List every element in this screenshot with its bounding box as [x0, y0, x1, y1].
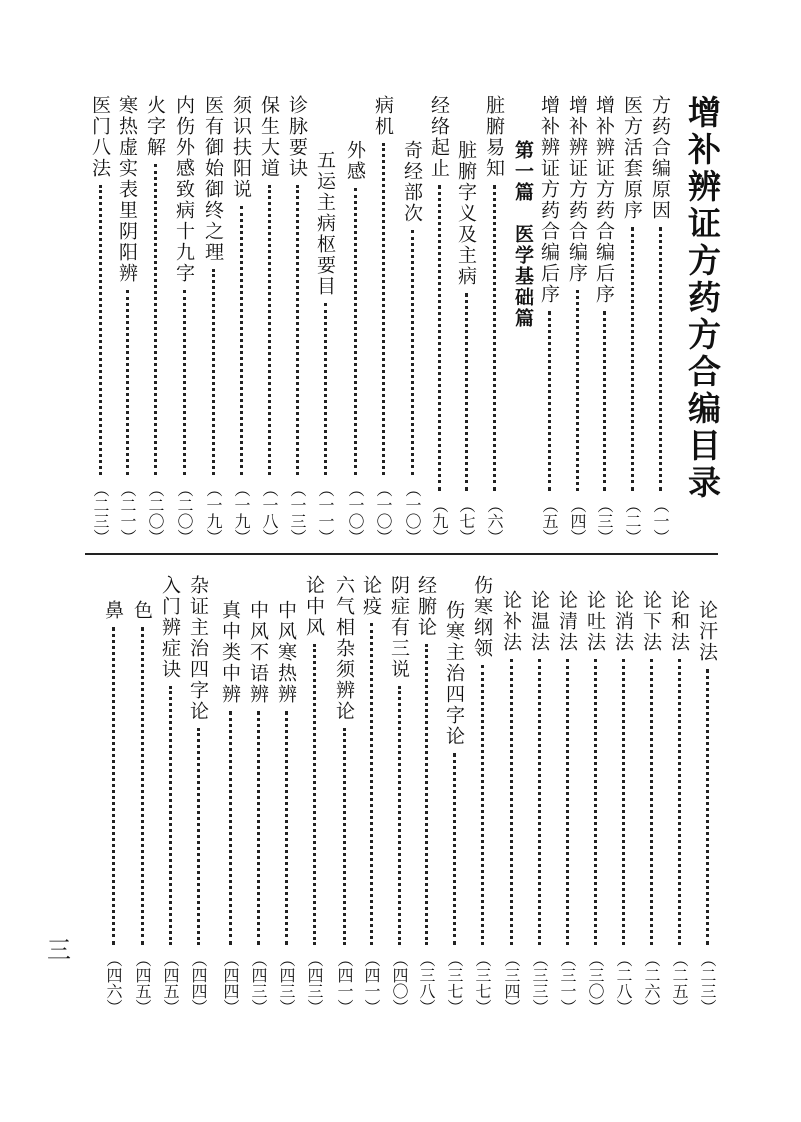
toc-entry [470, 575, 494, 1015]
entry-page-number: （三） [595, 497, 614, 545]
dot-leader [285, 711, 288, 945]
dot-leader [240, 206, 243, 475]
dot-leader [538, 659, 541, 945]
entry-title: 增补辨证方药合编序 [566, 95, 588, 284]
dot-leader [354, 188, 357, 475]
page-number: 三 [47, 936, 71, 964]
entry-title: 中风不语辨 [247, 600, 269, 705]
toc-entry [527, 590, 551, 1015]
entry-page-number: （一〇） [374, 481, 393, 545]
entry-page-number: （三一） [558, 951, 577, 1015]
entry-page-number: （四） [568, 497, 587, 545]
toc-entry [201, 95, 225, 545]
entry-page-number: （二〇） [146, 481, 165, 545]
toc-title: 增补辨证方药方合编目录 [683, 95, 722, 502]
toc-entry [218, 600, 242, 1015]
entry-page-number: （三四） [502, 951, 521, 1015]
entry-page-number: （四一） [335, 951, 354, 1015]
entry-page-number: （一九） [232, 481, 251, 545]
entry-title: 须识扶阳说 [230, 95, 252, 200]
entry-title: 色 [131, 600, 153, 621]
toc-entry [158, 575, 182, 1015]
entry-page-number: （一三） [288, 481, 307, 545]
entry-title: 入门辨症诀 [159, 575, 181, 680]
entry-title: 五运主病枢要目 [314, 150, 336, 297]
toc-entry [371, 95, 395, 545]
toc-entry [302, 575, 326, 1015]
entry-page-number: （四三） [249, 951, 268, 1015]
toc-entry [482, 95, 506, 545]
entry-title: 外感 [344, 140, 366, 182]
entry-title: 论和法 [668, 590, 690, 653]
entry-page-number: （五） [540, 497, 559, 545]
entry-page-number: （三八） [417, 951, 436, 1015]
entry-title: 诊脉要诀 [286, 95, 308, 179]
toc-entry [583, 590, 607, 1015]
entry-title: 增补辨证方药合编后序 [593, 95, 615, 305]
dot-leader [112, 627, 115, 945]
toc-entry [274, 600, 298, 1015]
entry-page-number: （二五） [670, 951, 689, 1015]
entry-page-number: （七） [457, 497, 476, 545]
entry-page-number: （二三） [91, 481, 110, 545]
entry-title: 论温法 [528, 590, 550, 653]
toc-entry [667, 590, 691, 1015]
entry-title: 医方活套原序 [621, 95, 643, 221]
entry-title: 寒热虚实表里阴阳辨 [116, 95, 138, 284]
toc-entry [143, 95, 167, 545]
part-heading [511, 140, 535, 380]
entry-page-number: （一一） [316, 481, 335, 545]
entry-title: 奇经部次 [401, 140, 423, 224]
entry-page-number: （一〇） [403, 481, 422, 545]
section-divider [85, 553, 718, 555]
toc-entry [359, 575, 383, 1015]
entry-title: 增补辨证方药合编后序 [538, 95, 560, 305]
entry-page-number: （一） [651, 497, 670, 545]
entry-title: 伤寒主治四字论 [443, 600, 465, 747]
entry-page-number: （二一） [118, 481, 137, 545]
toc-entry [555, 590, 579, 1015]
dot-leader [678, 659, 681, 945]
dot-leader [268, 185, 271, 475]
dot-leader [398, 686, 401, 945]
dot-leader [425, 644, 428, 945]
dot-leader [169, 686, 172, 945]
entry-title: 鼻 [102, 600, 124, 621]
entry-title: 论消法 [612, 590, 634, 653]
toc-entry [229, 95, 253, 545]
toc-entry [400, 140, 424, 545]
toc-entry [427, 95, 451, 545]
entry-title: 六气相杂须辨论 [333, 575, 355, 722]
dot-leader [324, 303, 327, 475]
dot-leader [126, 290, 129, 475]
entry-title: 杂证主治四字论 [187, 575, 209, 722]
toc-entry [648, 95, 672, 545]
toc-entry [499, 590, 523, 1015]
toc-entry [313, 150, 337, 545]
dot-leader [493, 185, 496, 491]
entry-page-number: （二六） [642, 951, 661, 1015]
entry-title: 内伤外感致病十九字 [173, 95, 195, 284]
dot-leader [622, 659, 625, 945]
toc-entry [285, 95, 309, 545]
dot-leader [481, 665, 484, 945]
dot-leader [576, 290, 579, 491]
entry-title: 脏腑易知 [483, 95, 505, 179]
entry-page-number: （三七） [473, 951, 492, 1015]
toc-entry [639, 590, 663, 1015]
toc-entry [332, 575, 356, 1015]
entry-title: 论下法 [640, 590, 662, 653]
dot-leader [659, 227, 662, 491]
dot-leader [650, 659, 653, 945]
toc-entry [172, 95, 196, 545]
toc-entry [343, 140, 367, 545]
entry-page-number: （一九） [204, 481, 223, 545]
dot-leader [154, 164, 157, 475]
toc-entry [101, 600, 125, 1015]
toc-entry [565, 95, 589, 545]
toc-entry [130, 600, 154, 1015]
entry-title: 方药合编原因 [649, 95, 671, 221]
dot-leader [343, 728, 346, 945]
dot-leader [370, 623, 373, 945]
toc-entry [257, 95, 281, 545]
toc-entry [414, 575, 438, 1015]
dot-leader [296, 185, 299, 475]
entry-page-number: （四五） [161, 951, 180, 1015]
dot-leader [99, 185, 102, 475]
dot-leader [465, 293, 468, 491]
dot-leader [594, 659, 597, 945]
dot-leader [229, 711, 232, 945]
entry-page-number: （三七） [445, 951, 464, 1015]
entry-page-number: （四三） [305, 951, 324, 1015]
entry-title: 医有御始御终之理 [202, 95, 224, 263]
entry-page-number: （三〇） [586, 951, 605, 1015]
toc-entry [454, 140, 478, 545]
dot-leader [411, 230, 414, 475]
toc-entry [115, 95, 139, 545]
entry-title: 经腑论 [415, 575, 437, 638]
dot-leader [313, 644, 316, 945]
entry-page-number: （二八） [614, 951, 633, 1015]
entry-title: 脏腑字义及主病 [455, 140, 477, 287]
entry-page-number: （四四） [221, 951, 240, 1015]
entry-title: 经络起止 [428, 95, 450, 179]
dot-leader [382, 143, 385, 475]
entry-page-number: （二） [623, 497, 642, 545]
dot-leader [603, 311, 606, 491]
dot-leader [141, 627, 144, 945]
entry-page-number: （三三） [530, 951, 549, 1015]
entry-title: 论清法 [556, 590, 578, 653]
entry-title: 阴症有三说 [388, 575, 410, 680]
entry-title: 火字解 [144, 95, 166, 158]
dot-leader [706, 669, 709, 945]
dot-leader [548, 311, 551, 491]
entry-title: 病机 [372, 95, 394, 137]
toc-entry [88, 95, 112, 545]
toc-entry [611, 590, 635, 1015]
entry-title: 伤寒纲领 [471, 575, 493, 659]
entry-title: 医门八法 [89, 95, 111, 179]
entry-page-number: （四〇） [390, 951, 409, 1015]
entry-page-number: （二〇） [175, 481, 194, 545]
toc-entry [592, 95, 616, 545]
dot-leader [566, 659, 569, 945]
entry-page-number: （一八） [260, 481, 279, 545]
entry-title: 论疫 [360, 575, 382, 617]
entry-title: 中风寒热辨 [275, 600, 297, 705]
entry-title: 真中类中辨 [219, 600, 241, 705]
entry-page-number: （六） [485, 497, 504, 545]
entry-page-number: （二三） [698, 951, 717, 1015]
toc-entry [186, 575, 210, 1015]
entry-page-number: （四五） [133, 951, 152, 1015]
entry-page-number: （四一） [362, 951, 381, 1015]
toc-entry [246, 600, 270, 1015]
entry-title: 论汗法 [696, 600, 718, 663]
dot-leader [453, 753, 456, 945]
toc-entry [620, 95, 644, 545]
entry-title: 第一篇 医学基础篇 [512, 140, 534, 329]
entry-page-number: （四三） [277, 951, 296, 1015]
entry-title: 保生大道 [258, 95, 280, 179]
dot-leader [197, 728, 200, 945]
dot-leader [438, 185, 441, 491]
toc-entry [387, 575, 411, 1015]
entry-page-number: （一〇） [346, 481, 365, 545]
entry-page-number: （九） [430, 497, 449, 545]
dot-leader [510, 659, 513, 945]
entry-title: 论补法 [500, 590, 522, 653]
entry-page-number: （四四） [189, 951, 208, 1015]
dot-leader [183, 290, 186, 475]
entry-title: 论吐法 [584, 590, 606, 653]
dot-leader [631, 227, 634, 491]
toc-entry [537, 95, 561, 545]
toc-entry [442, 600, 466, 1015]
entry-page-number: （四六） [104, 951, 123, 1015]
entry-title: 论中风 [303, 575, 325, 638]
toc-entry [695, 600, 719, 1015]
dot-leader [257, 711, 260, 945]
dot-leader [212, 269, 215, 475]
